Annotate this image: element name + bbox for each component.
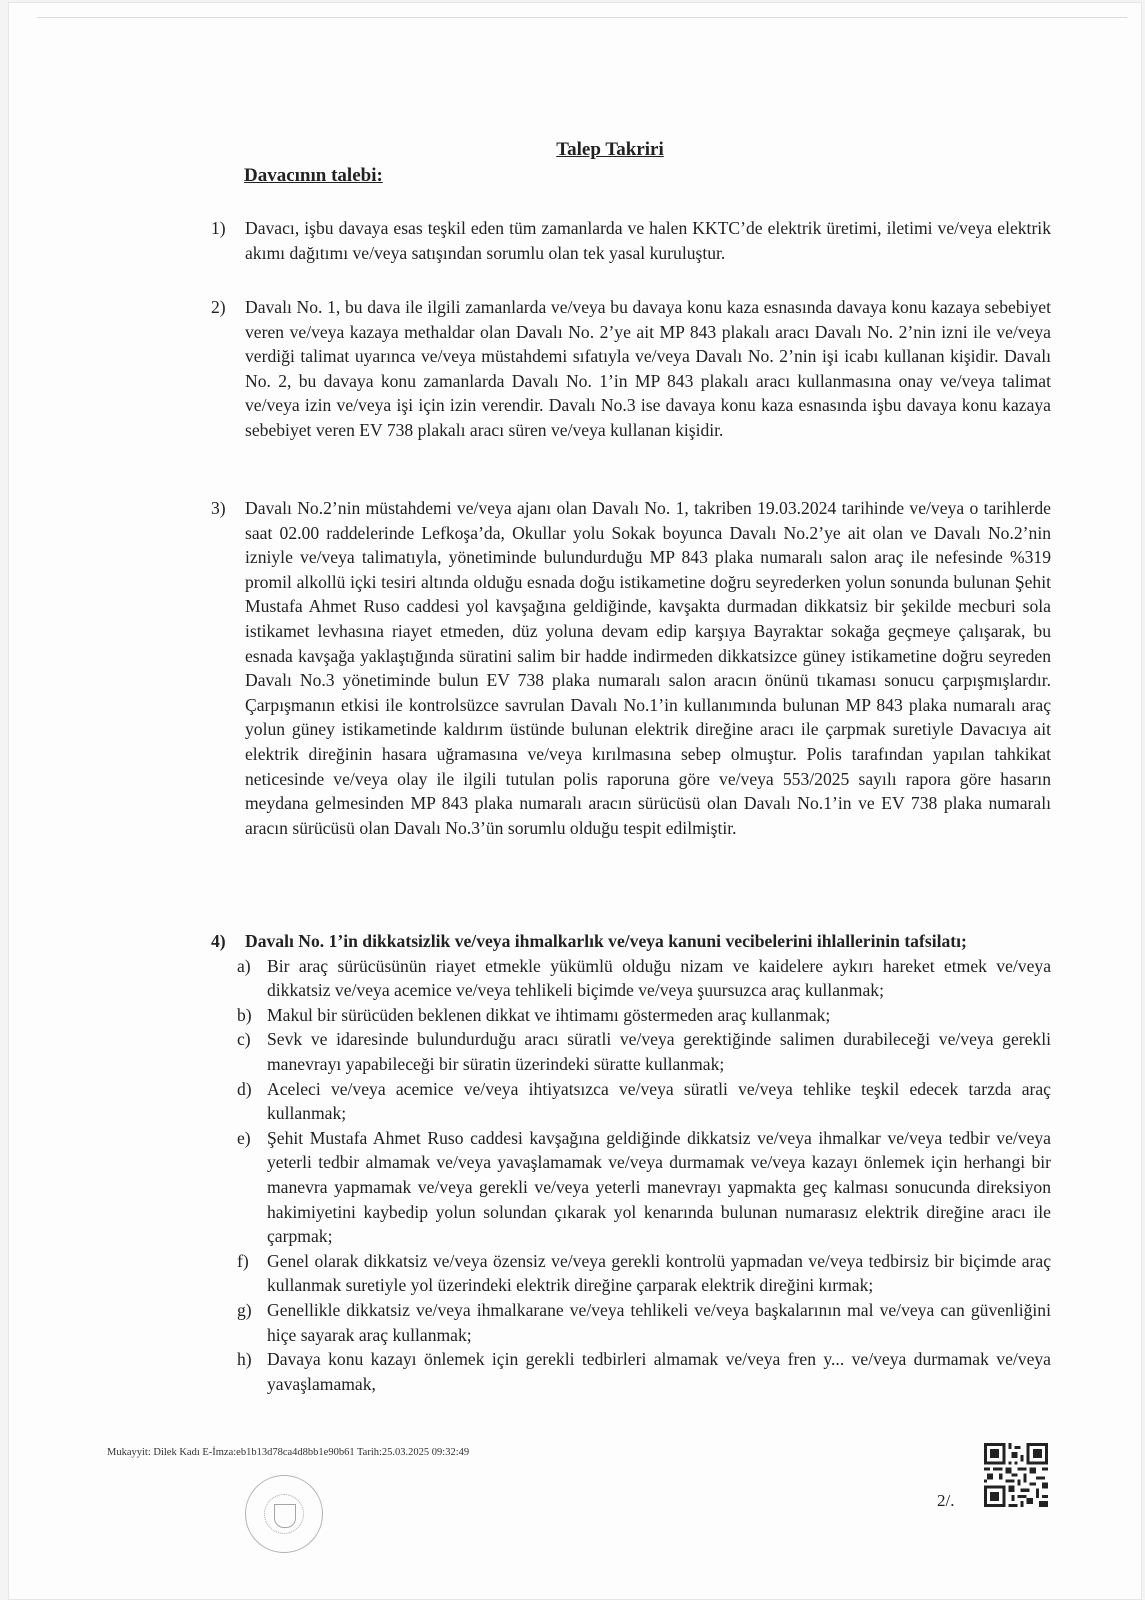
list-letter: d) [237, 1078, 252, 1099]
court-seal-icon [245, 1475, 323, 1553]
paragraph-4 [211, 929, 1051, 1396]
document-page [8, 2, 1142, 1600]
paragraph-number: 3) [211, 498, 226, 518]
paragraph-number: 2) [211, 297, 226, 317]
list-letter: h) [237, 1349, 252, 1370]
list-text: Sevk ve idaresinde bulundurduğu aracı süratli ve/veya gerektiğinde salimen durabileceği ve/veya gerekli manevrayı yapabileceği bir süratin üzerindeki süratte kullanmak; [267, 1029, 1051, 1074]
paragraph-text: Davalı No.2’nin müstahdemi ve/veya ajanı olan Davalı No. 1, takriben 19.03.2024 tarihinde ve/veya o tarihlerde saat 02.00 raddelerinde Lefkoşa’da, Okullar yolu Sokak boyunca Davalı No.2’ye ait olan ve Davalı No.2’nin izniyle ve/veya talimatıyla, yönetiminde bulundurduğu MP 843 plaka numaralı salon araç ile nefesinde %319 promil alkollü içki tesiri altında olduğu esnada doğu istikametine doğru seyrederken yolun sonunda bulunan Şehit Mustafa Ahmet Ruso caddesi yol kavşağına geldiğinde, kavşakta durmadan dikkatsiz bir şekilde mecburi sola istikamet levhasına riayet etmeden, düz yoluna devam edip karşıya Bayraktar sokağa geçmeye çalışarak, bu esnada kavşağa yaklaştığında süratini salim bir hadde indirmeden dikkatsizce güney istikametine doğru seyreden Davalı No.3 yönetiminde bulun EV 738 plaka numaralı salon aracın önünü tıkaması sonucu çarpışmışlardır. Çarpışmanın etkisi ile kontrolsüzce savrulan Davalı No.1’in kullanımında bulunan MP 843 plaka numaralı araç yolun güney istikametinde kaldırım üstünde bulunan elektrik direğine aracı ile çarpmak suretiyle Davacıya ait elektrik direğinin hasara uğramasına ve/veya kırılmasına sebep olmuştur. Polis tarafından yapılan tahkikat neticesinde ve/veya olay ile ilgili tutulan polis raporuna göre ve/veya 553/2025 sayılı rapora göre hasarın meydana gelmesinden MP 843 plaka numaralı aracın sürücüsü olan Davalı No.1’in ve EV 738 plaka numaralı aracın sürücüsü olan Davalı No.3’ün sorumlu olduğu tespit edilmiştir. [245, 498, 1051, 838]
paragraph-text: Davalı No. 1, bu dava ile ilgili zamanlarda ve/veya bu davaya konu kaza esnasında davaya konu kazaya sebebiyet veren ve/veya kazaya methaldar olan Davalı No. 2’ye ait MP 843 plakalı aracı Davalı No. 2’nin izni ile ve/veya verdiği talimat uyarınca ve/veya müstahdemi sıfatıyla ve/veya Davalı No. 2’nin işi icabı kullanan kişidir. Davalı No. 2, bu davaya konu zamanlarda Davalı No. 1’in MP 843 plakalı aracı kullanmasına onay ve/veya talimat ve/veya izin ve/veya işi için izin verendir. Davalı No.3 ise davaya konu kaza esnasında işbu davaya konu kazaya sebebiyet veren EV 738 plakalı aracı süren ve/veya kullanan kişidir. [245, 297, 1051, 440]
list-text: Davaya konu kazayı önlemek için gerekli tedbirleri almamak ve/veya fren y... ve/veya durmamak ve/veya yavaşlamamak, [267, 1349, 1051, 1394]
seal-shield [274, 1504, 296, 1528]
list-text: Şehit Mustafa Ahmet Ruso caddesi kavşağına geldiğinde dikkatsiz ve/veya ihmalkar ve/veya tedbir ve/veya yeterli tedbir almamak ve/veya yavaşlamamak ve/veya durmamak ve/veya kazayı önlemek için herhangi bir manevra yapmamak ve/veya gerekli ve/veya yeterli manevrayı yapmakta geç kalması sonucunda direksiyon hakimiyetini kaybedip yolun solundan çıkarak yol kenarında bulunan numarasız elektrik direğine aracı ile çarpmak; [267, 1127, 1051, 1247]
document-subtitle: Davacının talebi: [244, 165, 383, 186]
top-divider [37, 17, 1127, 18]
list-letter: a) [237, 955, 251, 976]
list-text: Bir araç sürücüsünün riayet etmekle yükümlü olduğu nizam ve kaidelere aykırı hareket etmek ve/veya dikkatsiz ve/veya acemice ve/veya tehlikeli biçimde ve/veya şuursuzca araç kullanmak; [267, 955, 1051, 1001]
negligence-list [237, 954, 1051, 1397]
e-signature-stamp: Mukayyit: Dilek Kadı E-İmza:eb1b13d78ca4d8bb1e90b61 Tarih:25.03.2025 09:32:49 [107, 1447, 470, 1458]
section-heading: Davalı No. 1’in dikkatsizlik ve/veya ihmalkarlık ve/veya kanuni vecibelerini ihlallerinin tafsilatı; [245, 931, 967, 951]
list-item [237, 1027, 1051, 1076]
list-item [237, 1003, 1051, 1028]
list-item [237, 1126, 1051, 1249]
paragraph-3 [211, 496, 1051, 840]
page-number: 2/. [937, 1491, 955, 1510]
list-letter: b) [237, 1004, 252, 1025]
list-item [237, 954, 1051, 1003]
paragraph-text: Davacı, işbu davaya esas teşkil eden tüm zamanlarda ve halen KKTC’de elektrik üretimi, iletimi ve/veya elektrik akımı dağıtımı ve/veya satışından sorumlu olan tek yasal kuruluştur. [245, 218, 1051, 263]
list-item [237, 1249, 1051, 1298]
list-letter: e) [237, 1127, 251, 1148]
list-letter: f) [237, 1250, 249, 1271]
paragraph-number: 1) [211, 218, 226, 238]
paragraph-1 [211, 216, 1051, 265]
document-title: Talep Takriri [556, 139, 664, 160]
qr-code-icon [984, 1443, 1048, 1507]
list-text: Genellikle dikkatsiz ve/veya ihmalkarane ve/veya tehlikeli ve/veya başkalarının mal ve/veya can güvenliğini hiçe sayarak araç kullanmak; [267, 1299, 1051, 1345]
list-item [237, 1077, 1051, 1126]
list-item [237, 1347, 1051, 1396]
list-letter: c) [237, 1029, 251, 1050]
list-text: Makul bir sürücüden beklenen dikkat ve ihtimamı göstermeden araç kullanmak; [267, 1004, 831, 1025]
list-item [237, 1298, 1051, 1347]
list-text: Aceleci ve/veya acemice ve/veya ihtiyatsızca ve/veya süratli ve/veya tehlike teşkil edecek tarzda araç kullanmak; [267, 1078, 1051, 1124]
paragraph-number: 4) [211, 931, 226, 951]
paragraph-2 [211, 295, 1051, 443]
list-text: Genel olarak dikkatsiz ve/veya özensiz ve/veya gerekli kontrolü yapmadan ve/veya tedbirsiz bir biçimde araç kullanmak suretiyle yol üzerindeki elektrik direğine çarparak elektrik direğini kırmak; [267, 1250, 1051, 1296]
list-letter: g) [237, 1299, 252, 1320]
